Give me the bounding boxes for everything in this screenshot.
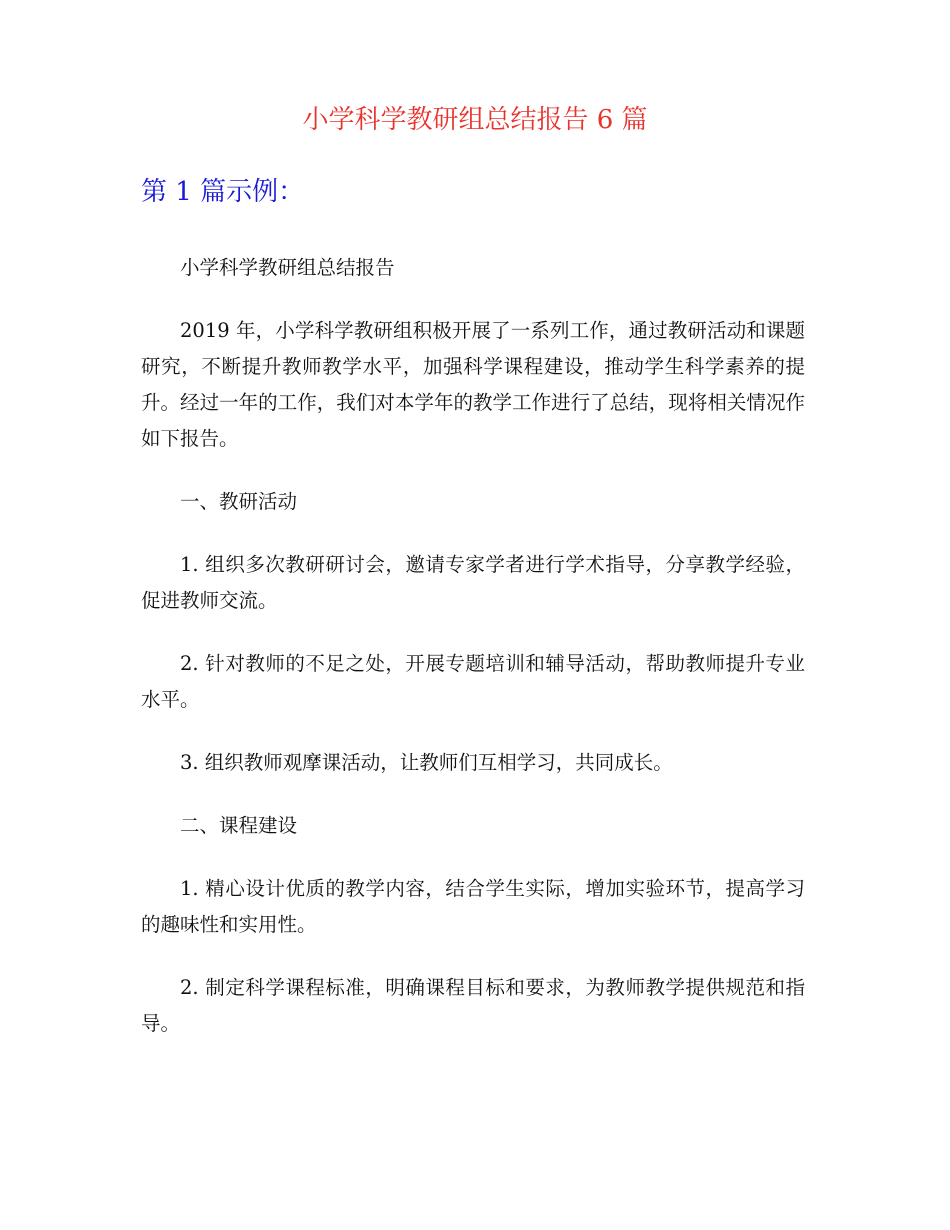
intro-paragraph: 2019 年，小学科学教研组积极开展了一系列工作，通过教研活动和课题研究，不断提升教师教学水平，加强科学课程建设，推动学生科学素养的提升。经过一年的工作，我们对本学年的教学工作进行了总结，现将相关情况作如下报告。	[141, 319, 805, 450]
section-one-heading: 一、教研活动	[180, 490, 298, 513]
section-heading: 第 1 篇示例：	[141, 177, 305, 207]
list-item: 2. 针对教师的不足之处，开展专题培训和辅导活动，帮助教师提升专业水平。	[141, 652, 805, 711]
list-item: 1. 精心设计优质的教学内容，结合学生实际，增加实验环节，提高学习的趣味性和实用性。	[141, 877, 805, 936]
list-item: 1. 组织多次教研研讨会，邀请专家学者进行学术指导，分享教学经验，促进教师交流。	[141, 553, 805, 612]
document-title: 小学科学教研组总结报告 6 篇	[302, 105, 648, 135]
list-item: 3. 组织教师观摩课活动，让教师们互相学习，共同成长。	[180, 751, 673, 774]
document-body	[141, 250, 805, 1069]
list-item: 2. 制定科学课程标准，明确课程目标和要求，为教师教学提供规范和指导。	[141, 976, 805, 1035]
section-two-heading: 二、课程建设	[180, 814, 298, 837]
report-subtitle: 小学科学教研组总结报告	[180, 256, 395, 279]
